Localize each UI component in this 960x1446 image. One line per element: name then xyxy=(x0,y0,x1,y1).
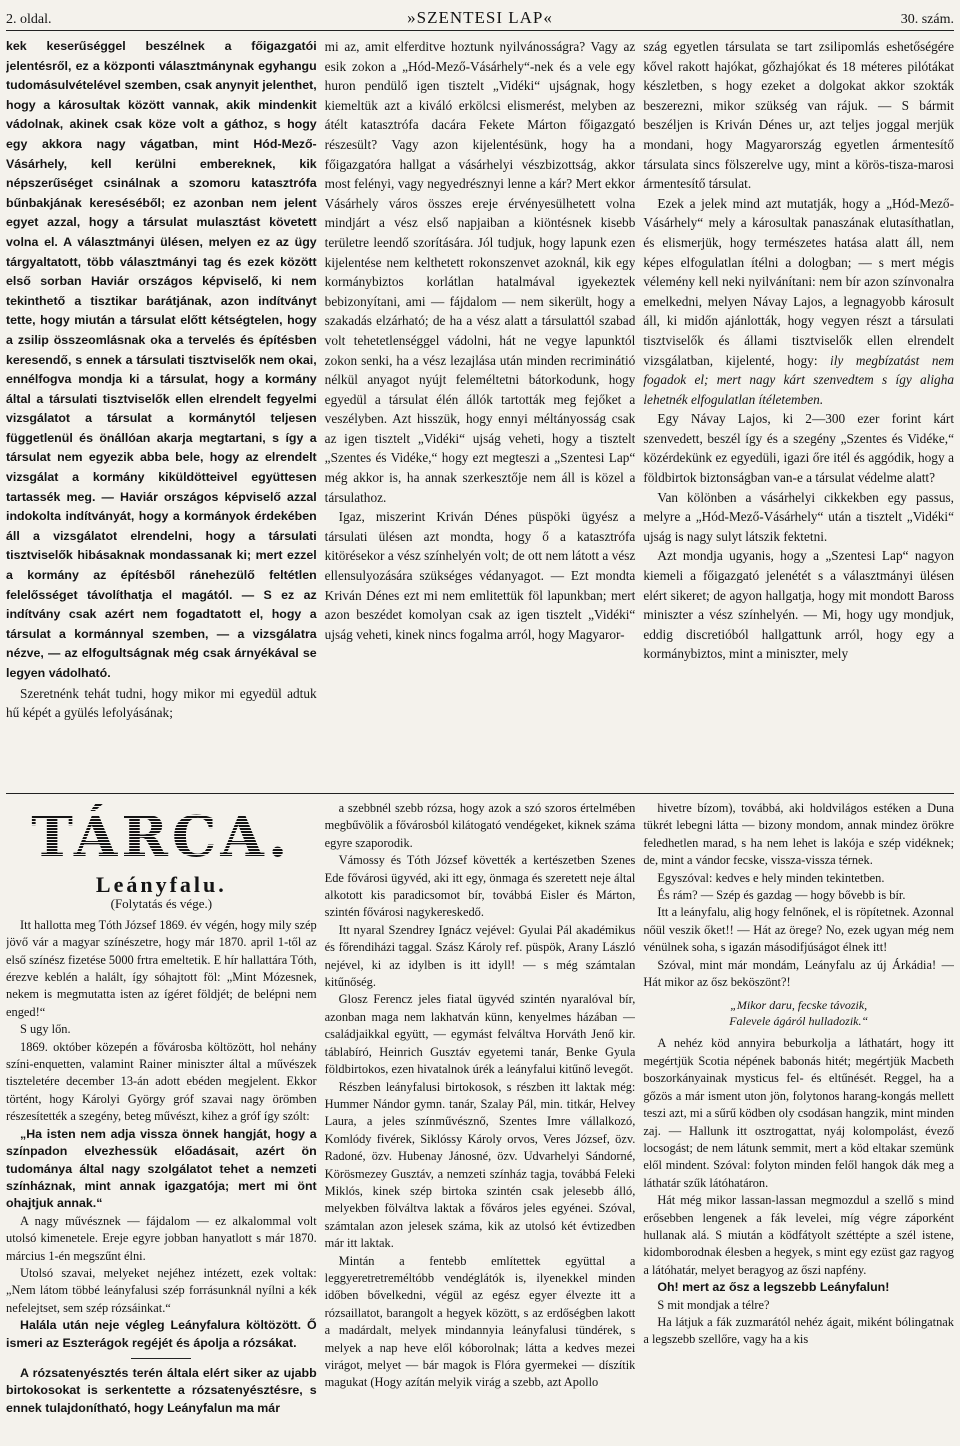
story-paragraph: S mit mondjak a télre? xyxy=(657,1297,770,1312)
feuilleton-column-1 xyxy=(6,800,317,1440)
story-paragraph: Oh! mert az ősz a legszebb Leányfalun! xyxy=(657,1280,890,1295)
article-columns xyxy=(6,37,954,789)
story-paragraph: hivetre bízom), továbbá, aki holdvilágos estéken a Duna tükrét lebegni látta — bizony mondom, annak mindez örökre feledhetlen marad, s ha nem lehet is lakója e szép vidéknek; de, mint a vándor fecske, vissza-vissza térnek. xyxy=(643,801,954,868)
poem-quote xyxy=(643,997,954,1029)
article-paragraph: Igaz, miszerint Kriván Dénes püspöki ügyész a társulati ülésen azt mondta, hogy ő a katasztrófa kitörésekor a vész színhelyén volt; de ott nem látott a vész ellensulyozására szükséges védanyagot. — Ezt mondta Kriván Dénes ezt mi nem emlitettük föl lapunkban; mert azon beszédet komolyan csak az igen tisztelt „Vidéki“ ujság veheti, kinek nincs fogalma arról, hogy Magyaror- xyxy=(324,509,636,642)
story-paragraph: Itt a leányfalu, alig hogy felnőnek, el is röpítetnek. Azonnal nőül veszik őket!! — Hát az örege? No, ezek ugyan még nem vénülnek soha, s igazán másodifjúságot élnek itt! xyxy=(643,905,954,955)
story-paragraph: Itt hallotta meg Tóth József 1869. év végén, hogy mily szép jövő vár a magyar színészetre, hogy már 1870. april 1-től az első színész fizetése 5000 frtra emeltetik. E hír hallattára Tóth, érezve keblén a halált, így sóhajtott föl: „Mint Mózesnek, nekem is megmutatta isten az ígéret földjét; de belépni nem enged!“ xyxy=(6,917,317,1019)
page-number: 2. oldal. xyxy=(6,12,52,27)
story-paragraph: „Ha isten nem adja vissza önnek hangját, hogy a színpadon elvezhessük előadásait, azért ön tudománya által nagy szolgálatot tehet a nemzeti színháznak, mint annak igazgatója; mert mi önt ohajtjuk annak.“ xyxy=(6,1126,317,1211)
issue-number: 30. szám. xyxy=(900,12,954,27)
story-paragraph: Vámossy és Tóth József követték a kertészetben Szenes Ede fővárosi ügyvéd, aki itt egy, önmaga és szeretett neje által alkotott kis paradicsomot bír, továbbá Eisler és Márton, szintén fővárosi nagykereskedő. xyxy=(324,853,636,920)
small-divider xyxy=(131,1358,191,1359)
article-paragraph: Egy Návay Lajos, ki 2—300 ezer forint kárt szenvedett, beszél így és a szegény „Szentes és Vidéke,“ közérdekünk ez egyedüli, igazi őre itél és aggódik, hogy a földbirtok biztonságban van-e a társulat védelme alatt? xyxy=(643,411,954,486)
story-subtitle: (Folytatás és vége.) xyxy=(110,896,213,912)
story-paragraph: Mintán a fentebb említettek együttal a leggyeretretreméltóbb vendéglátók is, ilyenekkel minden időben bővelkedni, végül az egész egyer élvezte itt a rózsaillatot, barangolt a hegyek között, s az erdőségben lakott a madárdalt, melyek mindannyia leányfalusi tündérek, s melyek a nap heve elől kóborolnak; látta a kedves mezei virágot, melyet — bár magok is Flóra gyermekei — díszítik magukat (Hogy azítán melyik virág a szebb, azt Apollo xyxy=(324,1253,636,1390)
story-paragraph: És rám? — Szép és gazdag — hogy bővebb is bír. xyxy=(657,888,906,903)
story-paragraph: A nehéz köd annyira beburkolja a láthatárt, hogy itt megértjük Scotia népének babonás hitét; megértjük Macbeth boszorkányainak mysticus fel- és eltűnését. Reggel, ha a gőzös a már isment uton jön, folytonos harang-kongás mellett teszi azt, mi a sűrű ködben oly csodásan hangzik, mint minden zaj. — Hallunk itt osztrogattat, nyáj kolompolást, évező locsogást; de nem látunk semmit, mert a köd eltakar szemünk elől mindent. Szóval: folyton minden felől hangok dák meg a láthatár szűk látóhatáron. xyxy=(643,1036,954,1190)
article-column-2 xyxy=(325,37,636,789)
story-paragraph: Ha látjuk a fák zuzmarától nehéz ágait, miként bólingatnak a legszebb szellőre, vagy ha a kis xyxy=(643,1314,954,1347)
story-paragraph: Részben leányfalusi birtokosok, s részben itt laktak még: Hummer Nándor gymn. tanár, Szalay Pál, min. titkár, Helvey Laura, a jeles színművésznő, Szentes Imre vállalkozó, Komlódy fivérek, Siklóssy Károly orvos, Veres József, özv. Radoné, özv. Hubenay Jánosné, özv. Udvarhelyi Sándorné, Körösmezey Gusztáv, a nemzeti színház tagja, továbbá Feleki Miklós, kinek szép birtoka szintén csak jelesebb álló, melyekben fölváltva laktak a főváros jeles egyénei. Szóval, számtalan azon jelesek száma, kik az utolsó két évtizedben már itt laktak. xyxy=(324,1079,636,1251)
story-paragraph: A nagy művésznek — fájdalom — ez alkalommal volt utolsó kimenetele. Ereje egyre jobban hanyatlott s már 1870. március 1-én megszűnt élni. xyxy=(6,1213,317,1263)
article-paragraph: szág egyetlen társulata se tart zsilipomlás eshetőségére kővel rakott hajókat, gőzhajókat és 18 méteres pilótákat készletben, s hogy ezeket a dolgokat akkor szokták beszerezni, mikor szükség van rájuk. — S bármit beszéljen is Kriván Dénes ur, azt teljes joggal merjük mondani, hogy Magyarország egyetlen ármentesítő társulata sincs fölszerelve ugy, mint a körös-tisza-marosi ármentesítő társulat. xyxy=(643,39,954,192)
poem-line: Falevele ágáról hulladozik.“ xyxy=(729,1014,869,1029)
story-paragraph: 1869. október közepén a fővárosba költözött, hol nehány színi-enquetten, valamint Rainer miniszter által a művészek tiszteletére december 13-án adott ebéden megjelent. Ekkor történt, hogy Károlyi György gróf szavai nagy örömben részesítették a szegény, beteg művészt, kihez a gróf így szólt: xyxy=(6,1039,317,1124)
story-paragraph: A rózsatenyésztés terén általa elért siker az ujabb birtokosokat is serkentette a rózsatenyésztésre, s ennek tulajdonítható, hogy Leányfalun ma már xyxy=(6,1365,317,1415)
newspaper-title: »SZENTESI LAP« xyxy=(407,8,553,27)
article-paragraph xyxy=(643,194,954,410)
story-paragraph: Halála után neje végleg Leányfalura költözött. Ő ismeri az Eszterágok regéjét és ápolja a rózsákat. xyxy=(6,1318,317,1350)
page-header xyxy=(6,8,954,31)
tarca-heading: TÁRCA. xyxy=(6,802,317,872)
article-paragraph: Szeretnénk tehát tudni, hogy mikor mi egyedül adtuk hű képét a gyülés lefolyásának; xyxy=(6,685,317,721)
article-paragraph: Van kölönben a vásárhelyi cikkekben egy passus, melyre a „Hód-Mező-Vásárhely“ után a tisztelt „Vidéki“ ujság is nagy sulyt látszik fektetni. xyxy=(643,489,954,544)
story-paragraph: Szóval, mint már mondám, Leányfalu az új Árkádia! — Hát mikor az ősz beköszönt?! xyxy=(643,957,954,990)
story-paragraph: Utolsó szavai, melyeket nejéhez intézett, ezek voltak: „Nem látom többé leányfalusi szép forrásunknál nyílni a kék nefelejtset, sem szép rózsáinkat.“ xyxy=(6,1265,317,1315)
article-text: Ezek a jelek mind azt mutatják, hogy a „Hód-Mező-Vásárhely“ mely a károsultak panaszának elutasíthatlan, és elismerjük, hogy természetes hatása alatt áll, nem képes elfogulatlan ítélni a dologban; — s mert mégis vélemény kell neki nyilvánítani: nem bír azon színvonalra emelkedni, melyen Návay Lajos, a legnagyobb károsult áll, ki midőn ajánlották, hogy vegyen részt a társulati tisztviselők és állami tisztviselők ellen elrendelt vizsgálatban, kijelenté, hogy: xyxy=(643,195,954,368)
article-column-1 xyxy=(6,37,317,789)
quoted-statement: ily megbízatást nem fogadok el; mert nagy kárt szenvedtem s így aligha lehetnék elfogulatlan ítéletemben. xyxy=(643,352,954,407)
story-paragraph: Egyszóval: kedves e hely minden tekintetben. xyxy=(657,870,885,885)
story-paragraph: Itt nyaral Szendrey Ignácz vejével: Gyulai Pál akadémikus és főrendiházi taggal. Szász Károly ref. püspök, Arany László nejével, ki az idylben is itt idyll! — s még számtalan kitűnőség. xyxy=(324,922,636,990)
section-divider xyxy=(6,793,954,794)
feuilleton-columns xyxy=(6,800,954,1440)
story-paragraph: Hát még mikor lassan-lassan megmozdul a szellő s mind erősebben lengenek a fák levelei, míg végre záporként hullanak alá. S miután a ködfátyolt széttépte a szél istene, kidomborodnak élesben a hegyek, s mint egy ezüst gaz ragyog a látóhatár, melyet beragyog az őszi napfény. xyxy=(643,1193,954,1277)
article-paragraph: kek keserűséggel beszélnek a főigazgatói jelentésről, ez a központi választmánynak egyhangu tudomásulvételével szemben, csak anynyit jelenthet, hogy a károsultak között vannak, akik mindenkit vádolnak, akinek csak köze volt a gáthoz, s hogy egy akkora nagy vágatban, mint Hód-Mező-Vásárhely, kell kerülni embereknek, kik népszerűséget csinálnak a szomoru katasztrófa bűnbakjának kereséséből; ez azonban nem jelent egyet azzal, hogy a társulat mulasztást követett volna el. A választmányi ülésen, melyen ez az ügy tárgyaltatott, több választmányi tag és ezek között első sorban Haviár országos képviselő, ki nem tekinthető a tisztikar barátjának, azon indítványt tette, hogy miután a társulat előtt kétségtelen, hogy a zsilip összeomlásnak oka a tervelés és építésben keresendő, s ennek a társulati tisztviselők nem okai, ennélfogva mondja ki a társulat, hogy a kormány által a társulati tisztviselők ellen elrendelt fegyelmi vizsgálatot a társulat a kormánytól teljesen függetlenül és önállóan akarja megtartani, s így a társulat nem egyezik abba bele, hogy az elrendelt vizsgálat a kormány kiküldötteivel együttesen tartassék meg. — Haviár országos képviselő azzal indokolta indítványát, hogy a kormányok érdekében áll a vizsgálatot elrendelni, hogy a társulati tisztviselők hibásaknak mondassanak ki; mert ezzel a kormány az építésből ránehezülő feltétlen felelősséget távolíthatja el magától. — S ez az indítvány csak azért nem fogadtatott el, hogy a társulat a kormánnyal szemben, — a vizsgálatra nézve, — az elfogultságnak még csak árnyékával se legyen vádolható. xyxy=(6,39,317,680)
story-paragraph: Glosz Ferencz jeles fiatal ügyvéd szintén nyaralóval bír, azonban maga nem lakhatván künn, kenyelmes házában — családjaikkal együtt, — egymást felváltva Horváth Jenő kir. táblabíró, Heinrich Gusztáv egyetemi tanár, Benke Gyula földbirtokos, ezen hivatalnok úrék a leányfalui kitűnő levegőt. xyxy=(324,992,636,1077)
feuilleton-column-2 xyxy=(325,800,636,1440)
story-paragraph: S ugy lőn. xyxy=(20,1022,71,1037)
story-paragraph: a szebbnél szebb rózsa, hogy azok a szó szoros értelmében megbűvölik a fővárosból kilátogató vendégeket, kiknek száma egyre szaporodik. xyxy=(324,801,636,850)
article-column-3 xyxy=(643,37,954,789)
story-title: Leányfalu. xyxy=(95,872,227,897)
feuilleton-column-3 xyxy=(643,800,954,1440)
article-paragraph: mi az, amit elferditve hoztunk nyilvánosságra? Vagy az esik zokon a „Hód-Mező-Vásárhely“-nek és a vele egy huron pendülő igen tisztelt „Vidéki“ ujságnak, hogy kiemeltük azt a kiváló erkölcsi elismerést, melyben az átélt katasztrófa dacára Fekete Márton főigazgató részesült? Vagy azon kijelentésünk, hogy ha a főigazgatóra hallgat a vásárhelyi vészbizottság, akkor most felényi, vagy negyedrésznyi lenne a kár? Mert ekkor Vásárhely város összes ereje érvényesülhetett volna mindjárt a vész első napjaiban a kiöntésnek kisebb területre leendő szorítására. Jól tudjuk, hogy lapunk ezen kijelentése nem kelthetett rokonszenvet azoknál, kik egy kormánybiztos korlátlan hatalmával igyekeztek bebizonyítani, ami — fájdalom — nem sikerült, hogy a szakadás elzárható; de ha a vész alatt a társulattól szabad volt tehetetlenséggel vádolni, hát ne vegye lapunktól zokon senki, ha a vész lezajlása után minden recriminátió nélkül anyagot nyújt feleméltetni bátorkodunk, hogy egyedül a társulat élén állók tartották meg fejőket a veszélyben. Azt hisszük, hogy ennyi méltányosság csak az igen tisztelt „Vidéki“ ujság veheti, hogy a tisztelt „Szentes és Vidéke,“ hogy ezt megteszi a „Szentesi Lap“ még akkor is, ha annak szerkesztője nem áll is közel a társulathoz. xyxy=(324,39,636,505)
poem-line: „Mikor daru, fecske távozik, xyxy=(730,998,868,1013)
article-paragraph: Azt mondja ugyanis, hogy a „Szentesi Lap“ nagyon kiemeli a főigazgató jelenétét s a választmányi ülésen elért sikeret; de agyon hallgatja, hogy mit mondott Baross miniszter a vész színhelyén. — Mi, hogy ugy mondjuk, eddig discretióból hallgattunk arról, hogy egy a kormánybiztos, mint a miniszter, mely xyxy=(643,548,954,662)
